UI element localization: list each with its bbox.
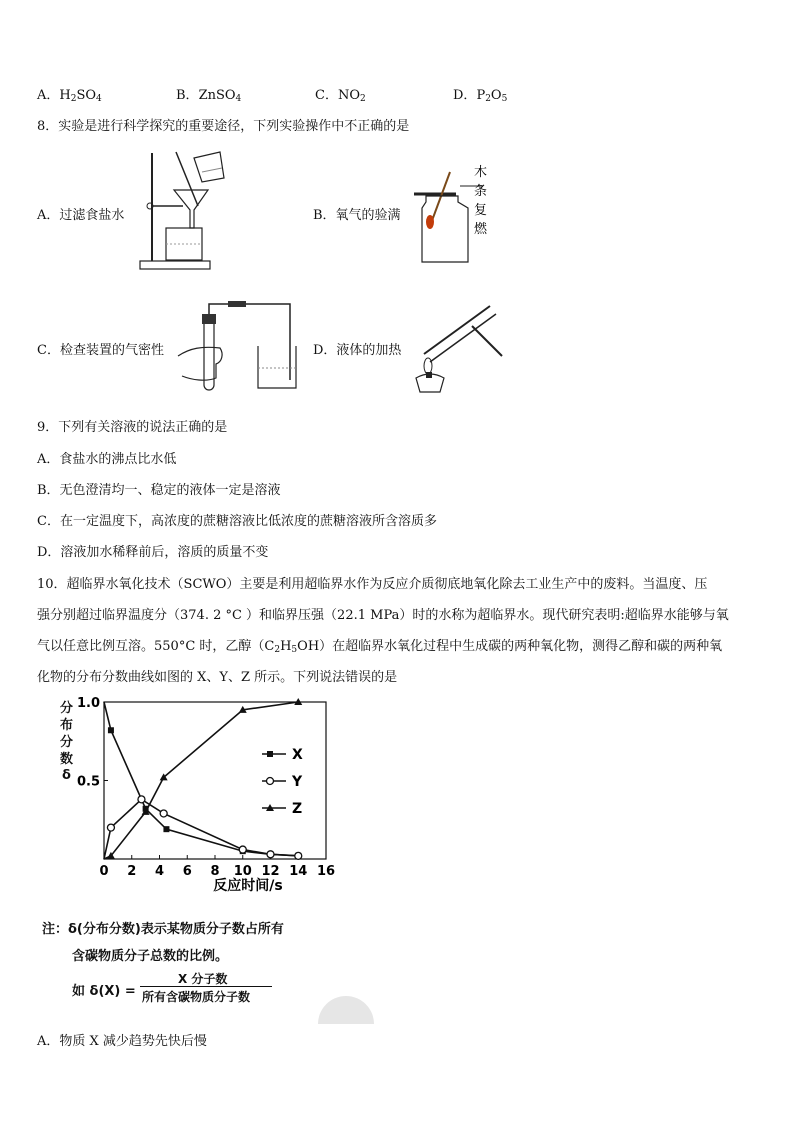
chart-note-formula-prefix: 如 δ(X) = <box>72 984 136 999</box>
data-point-Y <box>107 824 114 831</box>
ylabel-char-1: 分 <box>60 701 74 716</box>
x-tick-label: 2 <box>127 864 137 879</box>
q9-option-a: A．食盐水的沸点比水低 <box>37 452 177 467</box>
ylabel-char-5: δ <box>62 768 71 783</box>
decorative-circle <box>318 996 374 1052</box>
distribution-fraction-chart <box>40 692 350 902</box>
data-point-Y <box>160 810 167 817</box>
q8-option-c: C．检查装置的气密性 <box>37 343 164 358</box>
heating-liquid-figure <box>410 300 506 396</box>
q7-option-c: C．$NO_2$ <box>315 88 366 104</box>
x-tick-label: 0 <box>99 864 109 879</box>
data-point-Y <box>239 846 246 853</box>
legend-label-X: X <box>292 747 303 763</box>
data-point-X <box>108 727 114 733</box>
x-tick-label: 14 <box>289 864 308 879</box>
ylabel-char-2: 布 <box>60 718 74 733</box>
q10-line-2: 强分别超过临界温度分（374. 2 °C ）和临界压强（22.1 MPa）时的水称为超临界水。现代研究表明:超临界水能够与氧 <box>37 608 729 623</box>
q10-option-a: A．物质 X 减少趋势先快后慢 <box>37 1034 207 1049</box>
q8-option-a: A．过滤食盐水 <box>37 208 125 223</box>
q8-option-d: D．液体的加热 <box>313 343 402 358</box>
q10-line-4: 化物的分布分数曲线如图的 X、Y、Z 所示。下列说法错误的是 <box>37 670 398 685</box>
b-label-2: 条 <box>474 184 488 199</box>
legend-label-Y: Y <box>292 774 303 790</box>
q8-stem: 8．实验是进行科学探究的重要途径，下列实验操作中不正确的是 <box>37 119 410 134</box>
legend-marker-Y <box>267 778 274 785</box>
chart-note-1: 注：δ(分布分数)表示某物质分子数占所有 <box>42 922 284 937</box>
filtration-apparatus-figure <box>138 148 230 274</box>
q7-option-b: B．ZnSO$_4$ <box>176 88 242 104</box>
q9-stem: 9．下列有关溶液的说法正确的是 <box>37 420 228 435</box>
q9-option-d: D．溶液加水稀释前后，溶质的质量不变 <box>37 545 269 560</box>
data-point-Y <box>138 796 145 803</box>
b-label-3: 复 <box>474 203 488 218</box>
q7-option-a: A．$H_2SO_4$ <box>37 88 102 104</box>
airtightness-check-figure <box>176 300 300 394</box>
q9-option-b: B．无色澄清均一、稳定的液体一定是溶液 <box>37 483 281 498</box>
legend-marker-X <box>267 751 273 757</box>
x-tick-label: 4 <box>154 864 165 879</box>
y-tick-label: 1.0 <box>76 696 100 711</box>
ylabel-char-3: 分 <box>60 735 74 750</box>
q7-option-d: D．$P_2O_5$ <box>453 88 508 104</box>
b-label-1: 木 <box>474 165 488 180</box>
q10-line-3: 气以任意比例互溶。550°C 时，乙醇$(C_2H_5OH)$在超临界水氧化过程中生成碳的两种氧化物，测得乙醇和碳的两种氧 <box>37 639 723 655</box>
fraction-bar <box>140 986 272 987</box>
chart-note-numerator: X 分子数 <box>178 972 228 986</box>
oxygen-test-figure <box>412 164 508 268</box>
ylabel-char-4: 数 <box>60 752 74 767</box>
q10-line-1: 10．超临界水氧化技术（SCWO）主要是利用超临界水作为反应介质彻底地氧化除去工业生产中的废料。当温度、压 <box>37 577 708 592</box>
x-tick-label: 10 <box>233 864 252 879</box>
q8-option-b: B．氧气的验满 <box>313 208 401 223</box>
data-point-Y <box>295 852 302 859</box>
x-tick-label: 12 <box>261 864 280 879</box>
data-point-Y <box>267 851 274 858</box>
chart-note-2: 含碳物质分子总数的比例。 <box>72 949 229 964</box>
x-tick-label: 6 <box>182 864 192 879</box>
x-tick-label: 8 <box>210 864 220 879</box>
b-label-4: 燃 <box>474 222 488 237</box>
y-tick-label: 0.5 <box>76 774 100 790</box>
x-tick-label: 16 <box>316 864 336 879</box>
q9-option-c: C．在一定温度下，高浓度的蔗糖溶液比低浓度的蔗糖溶液所含溶质多 <box>37 514 437 529</box>
data-point-X <box>163 826 169 832</box>
legend-label-Z: Z <box>292 801 303 817</box>
chart-xlabel: 反应时间/s <box>213 878 283 894</box>
chart-note-denominator: 所有含碳物质分子数 <box>142 990 251 1004</box>
